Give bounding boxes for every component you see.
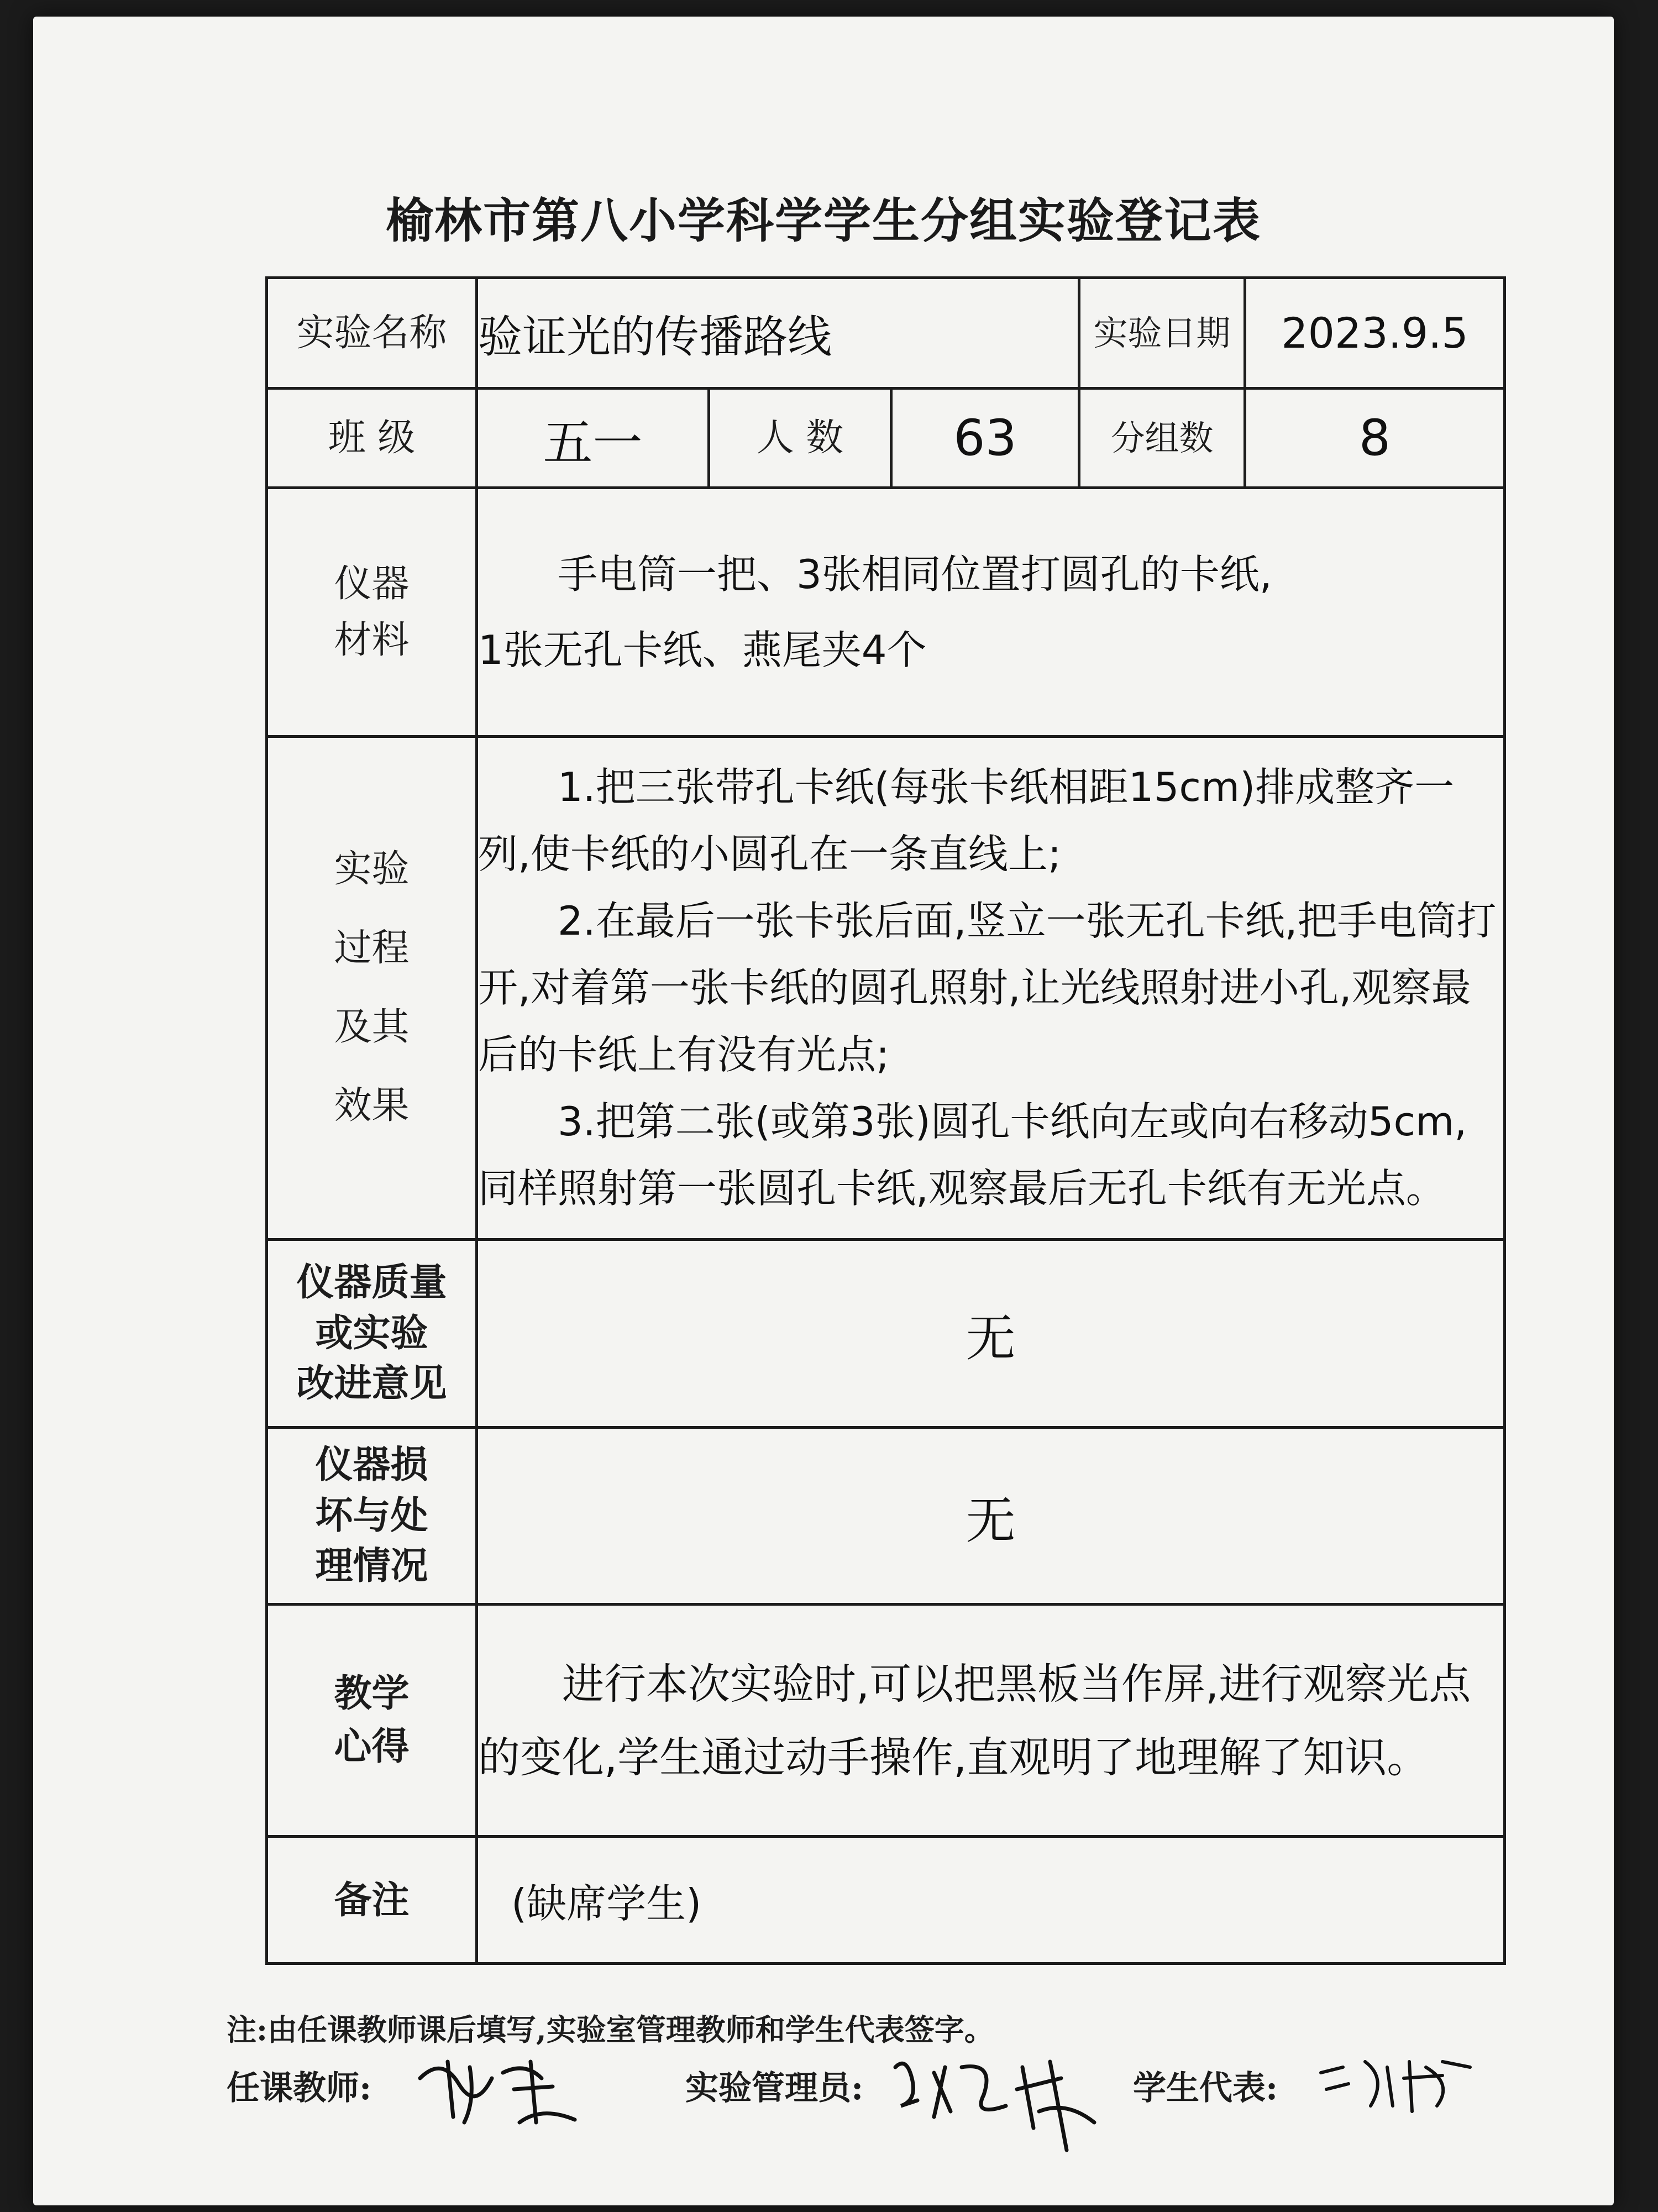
experiment-name-label: 实验名称 (267, 278, 477, 389)
teacher-signature-label: 任课教师: (227, 2069, 372, 2108)
reflection-label (267, 1605, 477, 1837)
student-signature (1310, 2045, 1476, 2117)
experiment-date-label: 实验日期 (1079, 278, 1245, 389)
group-count-value: 8 (1245, 389, 1505, 488)
damage-label-line: 理情况 (315, 1544, 428, 1589)
student-signature-label: 学生代表: (1133, 2069, 1278, 2108)
row-class (267, 389, 1505, 488)
registration-table (265, 276, 1506, 1965)
process-label-line: 过程 (334, 926, 410, 970)
process-label-line: 及其 (334, 1005, 410, 1049)
reflection-label-line: 心得 (334, 1724, 410, 1769)
remarks-label: 备注 (267, 1837, 477, 1964)
quality-label (267, 1240, 477, 1428)
equipment-label-line: 仪器 (334, 562, 410, 606)
paper-sheet (33, 17, 1614, 2205)
row-quality (267, 1240, 1505, 1428)
group-count-label: 分组数 (1079, 389, 1245, 488)
process-step: 3.把第二张(或第3张)圆孔卡纸向左或向右移动5cm,同样照射第一张圆孔卡纸,观察最后无孔卡纸有无光点。 (478, 1098, 1467, 1212)
equipment-line: 1张无孔卡纸、燕尾夹4个 (478, 626, 927, 673)
equipment-line: 手电筒一把、3张相同位置打圆孔的卡纸, (558, 551, 1272, 597)
process-step: 1.把三张带孔卡纸(每张卡纸相距15cm)排成整齐一列,使卡纸的小圆孔在一条直线上; (478, 764, 1455, 878)
class-label: 班 级 (267, 389, 477, 488)
row-experiment-name (267, 278, 1505, 389)
headcount-value: 63 (891, 389, 1079, 488)
process-step: 2.在最后一张卡张后面,竖立一张无孔卡纸,把手电筒打开,对着第一张卡纸的圆孔照射,让光线照射进小孔,观察最后的卡纸上有没有光点; (478, 898, 1497, 1078)
experiment-name-value: 验证光的传播路线 (477, 278, 1079, 389)
experiment-date-value: 2023.9.5 (1245, 278, 1505, 389)
equipment-content (477, 488, 1505, 737)
row-process (267, 737, 1505, 1240)
process-content (477, 737, 1505, 1240)
row-remarks (267, 1837, 1505, 1964)
process-label-line: 实验 (334, 847, 410, 891)
class-value: 五一 (477, 389, 709, 488)
process-label (267, 737, 477, 1240)
equipment-label (267, 488, 477, 737)
damage-label (267, 1428, 477, 1605)
row-reflection (267, 1605, 1505, 1837)
damage-value: 无 (477, 1428, 1505, 1605)
row-equipment (267, 488, 1505, 737)
damage-label-line: 坏与处 (315, 1493, 428, 1538)
admin-signature (884, 2045, 1116, 2156)
teacher-signature (409, 2045, 586, 2128)
remarks-value: (缺席学生) (477, 1837, 1505, 1964)
headcount-label: 人 数 (709, 389, 891, 488)
footer-note: 注:由任课教师课后填写,实验室管理教师和学生代表签字。 (227, 2012, 994, 2047)
damage-label-line: 仪器损 (315, 1442, 428, 1487)
form-title: 榆林市第八小学科学学生分组实验登记表 (386, 193, 1261, 249)
quality-value: 无 (477, 1240, 1505, 1428)
reflection-content: 进行本次实验时,可以把黑板当作屏,进行观察光点的变化,学生通过动手操作,直观明了地理解了知识。 (477, 1605, 1505, 1837)
quality-label-line: 改进意见 (296, 1361, 447, 1406)
process-label-line: 效果 (334, 1084, 410, 1128)
admin-signature-label: 实验管理员: (685, 2069, 864, 2108)
row-damage (267, 1428, 1505, 1605)
equipment-label-line: 材料 (334, 618, 410, 662)
quality-label-line: 或实验 (315, 1311, 428, 1355)
quality-label-line: 仪器质量 (296, 1260, 447, 1304)
reflection-label-line: 教学 (334, 1671, 410, 1716)
